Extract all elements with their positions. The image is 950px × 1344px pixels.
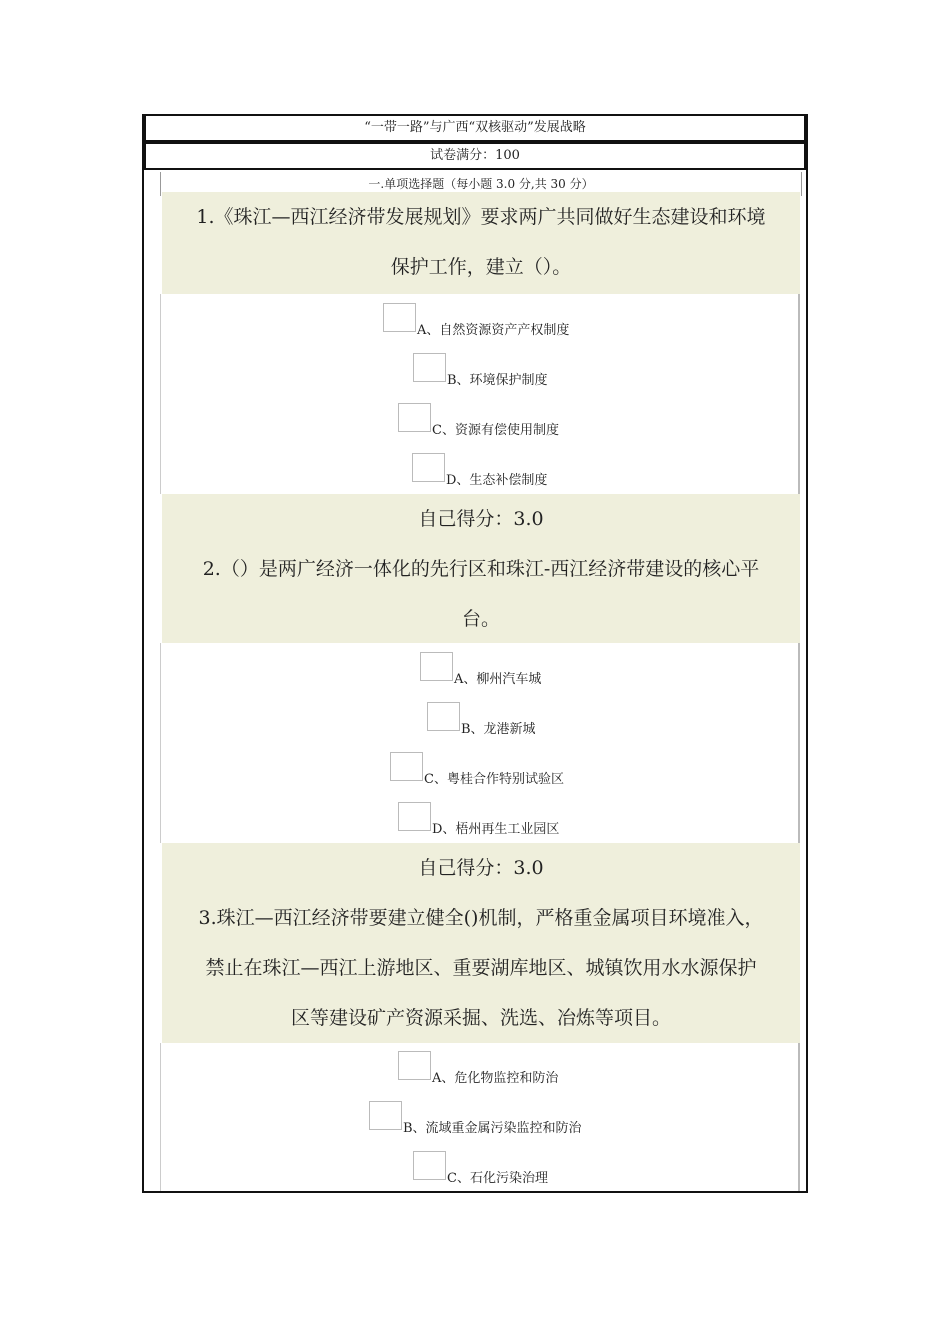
question-1-options <box>160 294 800 494</box>
option-label: A、危化物监控和防治 <box>432 1071 559 1086</box>
checkbox[interactable] <box>398 403 431 432</box>
question-2-line-1: 2.（）是两广经济一体化的先行区和珠江-西江经济带建设的核心平 <box>202 558 760 580</box>
section-title: 一.单项选择题（每小题 3.0 分,共 30 分） <box>160 172 802 196</box>
checkbox[interactable] <box>413 353 446 382</box>
exam-title: “一带一路”与广西“双核驱动”发展战略 <box>144 114 806 142</box>
question-3 <box>162 843 800 1043</box>
question-3-line-2: 禁止在珠江—西江上游地区、重要湖库地区、城镇饮用水水源保护 <box>205 957 757 979</box>
score-2: 自己得分：3.0 <box>418 857 544 879</box>
checkbox[interactable] <box>383 303 416 332</box>
checkbox[interactable] <box>369 1101 402 1130</box>
question-2-line-2: 台。 <box>461 608 500 630</box>
score-1: 自己得分：3.0 <box>418 508 544 530</box>
checkbox[interactable] <box>398 1051 431 1080</box>
option-label: A、柳州汽车城 <box>454 672 542 687</box>
checkbox[interactable] <box>413 1151 446 1180</box>
option-label: B、流域重金属污染监控和防治 <box>403 1121 582 1136</box>
question-3-line-3: 区等建设矿产资源采掘、洗选、冶炼等项目。 <box>290 1007 671 1029</box>
option-label: B、环境保护制度 <box>447 373 548 388</box>
option-label: A、自然资源资产产权制度 <box>417 323 570 338</box>
option-label: C、资源有偿使用制度 <box>432 423 559 438</box>
option-label: D、生态补偿制度 <box>446 473 548 488</box>
question-2 <box>162 494 800 643</box>
full-score: 试卷满分：100 <box>144 142 806 170</box>
option-label: C、石化污染治理 <box>447 1171 548 1186</box>
question-3-line-1: 3.珠江—西江经济带要建立健全()机制，严格重金属项目环境准入， <box>198 907 764 929</box>
question-1-line-1: 1.《珠江—西江经济带发展规划》要求两广共同做好生态建设和环境 <box>196 206 766 228</box>
question-1-line-2: 保护工作，建立（）。 <box>390 256 572 278</box>
checkbox[interactable] <box>398 802 431 831</box>
option-label: D、梧州再生工业园区 <box>432 822 560 837</box>
question-3-options <box>160 1043 800 1191</box>
question-2-options <box>160 643 800 843</box>
option-label: B、龙港新城 <box>461 722 536 737</box>
question-1 <box>162 192 800 294</box>
checkbox[interactable] <box>420 652 453 681</box>
checkbox[interactable] <box>427 702 460 731</box>
option-label: C、粤桂合作特别试验区 <box>424 772 564 787</box>
checkbox[interactable] <box>390 752 423 781</box>
checkbox[interactable] <box>412 453 445 482</box>
